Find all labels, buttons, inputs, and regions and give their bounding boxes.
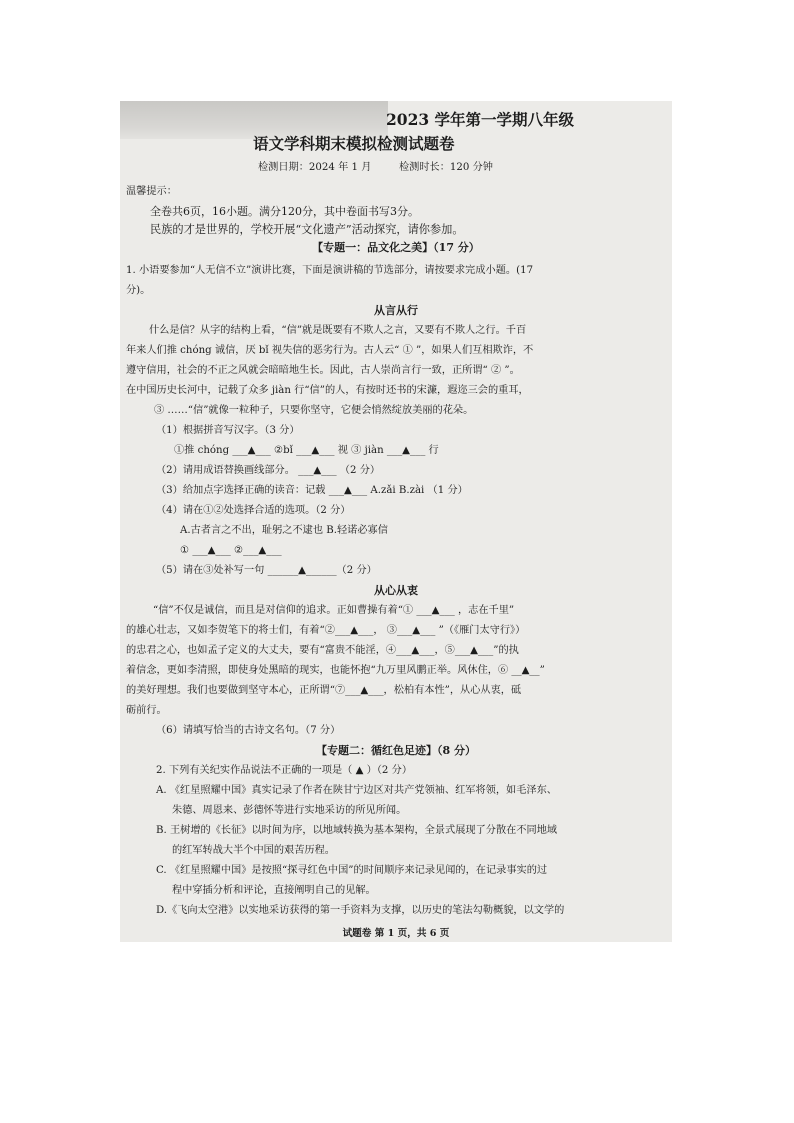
passage2-line3: 的忠君之心，也如孟子定义的大丈夫，要有“富贵不能淫，④___▲___，⑤___▲___”的执	[126, 645, 519, 656]
exam-page	[120, 101, 672, 942]
q2-option-b-line1: B. 王树增的《长征》以时间为序，以地域转换为基本架构，全景式展现了分散在不同地域	[156, 825, 558, 836]
q1-intro-a: 1. 小语要参加“人无信不立”演讲比赛，下面是演讲稿的节选部分，请按要求完成小题。(17	[126, 265, 534, 276]
passage2-line5: 的美好理想。我们也要做到坚守本心，正所谓“⑦___▲___，松柏有本性”，从心从衷，砥	[126, 685, 522, 696]
tips-line2: 民族的才是世界的，学校开展“文化遗产”活动探究，请你参加。	[150, 223, 464, 236]
q2-option-c-line1: C. 《红星照耀中国》是按照“探寻红色中国”的时间顺序来记录见闻的，在记录事实的过	[156, 865, 548, 876]
passage2-line2: 的雄心壮志，又如李贺笔下的将士们，有着“②___▲___， ③___▲___ ”（《雁门太守行》）	[126, 625, 526, 636]
section2-title: 从心从衷	[374, 584, 418, 597]
tips-line1: 全卷共6页，16小题。满分120分，其中卷面书写3分。	[150, 205, 419, 218]
tips-heading: 温馨提示：	[126, 186, 177, 197]
q1-sub5: （5）请在③处补写一句 ______▲______（2 分）	[156, 565, 377, 576]
q2-option-a-line2: 朱德、周恩来、彭德怀等进行实地采访的所见所闻。	[172, 805, 407, 816]
topic2-heading: 【专题二：循红色足迹】（8 分）	[316, 744, 476, 757]
q1-sub1-items: ①推 chóng ___▲___ ②bǐ ___▲___ 视 ③ jiàn ___▲___ 行	[174, 445, 439, 456]
passage2-line6: 砺前行。	[126, 705, 167, 716]
q2-option-a-line1: A. 《红星照耀中国》真实记录了作者在陕甘宁边区对共产党领袖、红军将领，如毛泽东、	[156, 785, 557, 796]
q2-option-b-line2: 的红军转战大半个中国的艰苦历程。	[172, 845, 335, 856]
topic1-heading: 【专题一：品文化之美】（17 分）	[312, 241, 480, 254]
passage1-line1: 什么是信？从字的结构上看，“信”就是既要有不欺人之言，又要有不欺人之行。千百	[149, 325, 527, 336]
page-footer: 试题卷 第 1 页，共 6 页	[342, 928, 450, 939]
q1-sub6: （6）请填写恰当的古诗文名句。（7 分）	[156, 725, 341, 736]
section1-title: 从言从行	[374, 304, 418, 317]
q1-sub3: （3）给加点字选择正确的读音：记载 ___▲___ A.zǎi B.zài （1 分）	[156, 485, 468, 496]
exam-title-line1: 2023 学年第一学期八年级	[386, 110, 575, 129]
q1-sub4: （4）请在①②处选择合适的选项。（2 分）	[156, 505, 351, 516]
q1-intro-b: 分)。	[126, 285, 151, 296]
q2-option-d-line1: D.《飞向太空港》以实地采访获得的第一手资料为支撑，以历史的笔法勾勒概貌，以文学的	[156, 905, 565, 916]
exam-title-line2: 语文学科期末模拟检测试题卷	[253, 134, 455, 153]
exam-date: 检测日期：2024 年 1 月	[258, 162, 372, 173]
passage1-line5: ③ ……“信”就像一粒种子，只要你坚守，它便会悄然绽放美丽的花朵。	[154, 405, 474, 416]
exam-duration: 检测时长：120 分钟	[399, 162, 493, 173]
passage2-line4: 着信念，更如李清照，即使身处黑暗的现实，也能怀抱“九万里风鹏正举。风休住，⑥ __▲__”	[126, 665, 545, 676]
passage1-line2: 年来人们推 chóng 诚信，厌 bǐ 视失信的恶劣行为。古人云“ ① ”，如果人们互相欺诈，不	[126, 345, 534, 356]
passage2-line1: “信”不仅是诚信，而且是对信仰的追求。正如曹操有着“① ___▲___ ，志在千里”	[153, 605, 515, 616]
q1-sub1: （1）根据拼音写汉字。（3 分）	[156, 425, 300, 436]
passage1-line4: 在中国历史长河中，记载了众多 jiàn 行“信”的人，有按时还书的宋濂，遐迩三会的重耳，	[126, 385, 529, 396]
q2-option-c-line2: 程中穿插分析和评论，直接阐明自己的见解。	[172, 885, 376, 896]
q1-sub4-options: A.古者言之不出，耻躬之不逮也 B.轻诺必寡信	[180, 525, 388, 536]
q2-stem: 2. 下列有关纪实作品说法不正确的一项是（ ▲ ）（2 分）	[156, 765, 413, 776]
q1-sub2: （2）请用成语替换画线部分。 ___▲___ （2 分）	[156, 465, 381, 476]
q1-sub4-blanks: ① ___▲___ ②___▲___	[180, 545, 282, 556]
passage1-line3: 遵守信用，社会的不正之风就会暗暗地生长。因此，古人崇尚言行一致，正所谓“ ② ”。	[126, 365, 520, 376]
